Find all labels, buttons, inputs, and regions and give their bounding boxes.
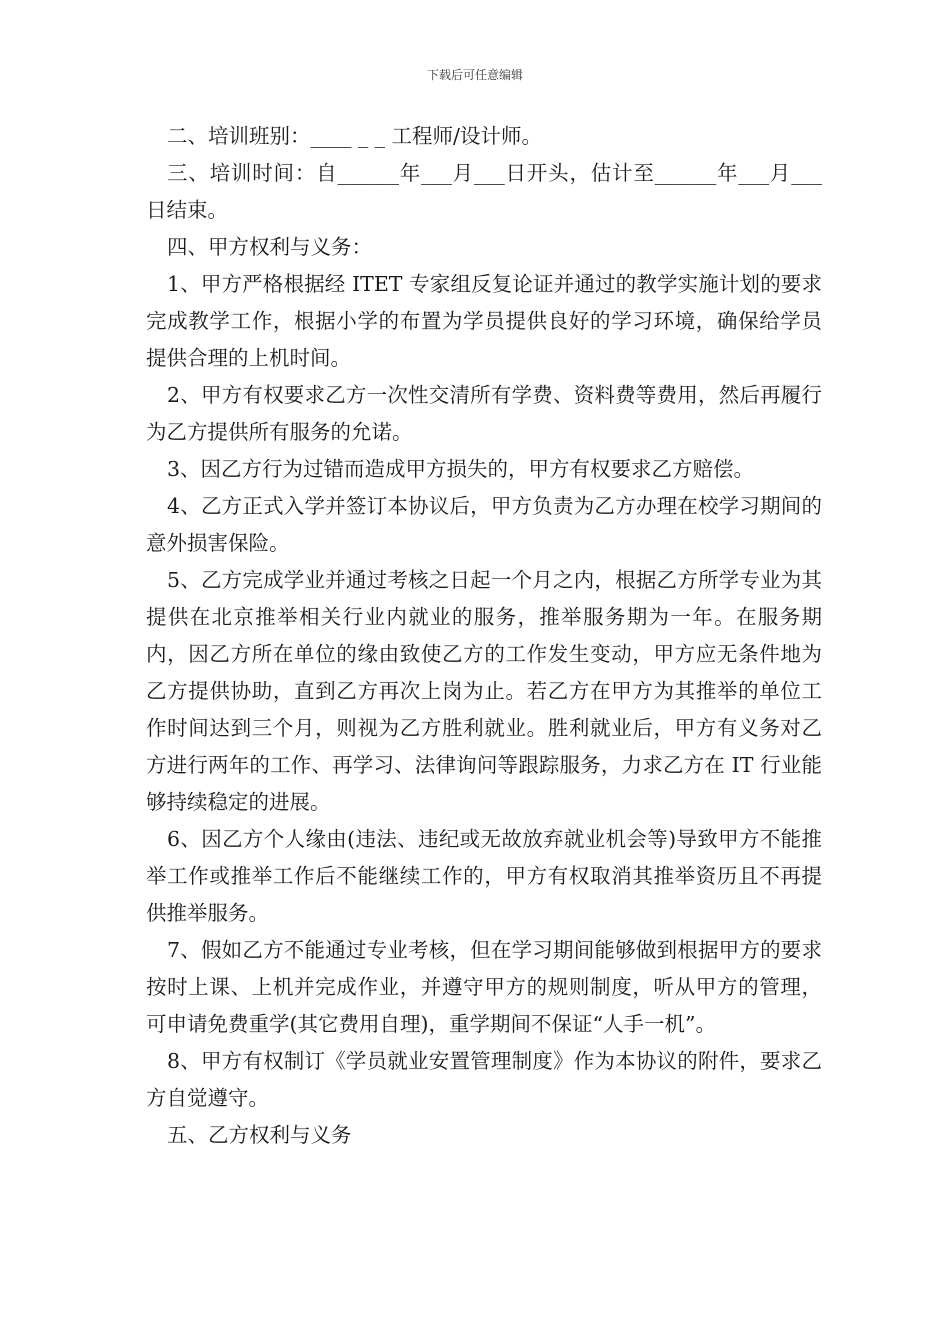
section-training-time: 三、培训时间：自______年___月___日开头，估计至______年___月___日结束。 <box>146 161 822 222</box>
clause-a-6: 6、因乙方个人缘由(违法、违纪或无故放弃就业机会等)导致甲方不能推举工作或推举工作后不能继续工作的，甲方有权取消其推举资历且不再提供推举服务。 <box>146 827 822 925</box>
page-header: 下载后可任意编辑 <box>426 68 523 82</box>
section-party-b-heading: 五、乙方权利与义务 <box>167 1123 352 1147</box>
clause-a-5: 5、乙方完成学业并通过考核之日起一个月之内，根据乙方所学专业为其提供在北京推举相关行业内就业的服务，推举服务期为一年。在服务期内，因乙方所在单位的缘由致使乙方的工作发生变动，甲方应无条件地为乙方提供协助，直到乙方再次上岗为止。若乙方在甲方为其推举的单位工作时间达到三个月，则视为乙方胜利就业。胜利就业后，甲方有义务对乙方进行两年的工作、再学习、法律询问等跟踪服务，力求乙方在 IT 行业能够持续稳定的进展。 <box>146 568 822 814</box>
clause-a-7: 7、假如乙方不能通过专业考核，但在学习期间能够做到根据甲方的要求按时上课、上机并完成作业，并遵守甲方的规则制度，听从甲方的管理，可申请免费重学(其它费用自理)，重学期间不保证“人手一机”。 <box>146 938 822 1036</box>
clause-a-4: 4、乙方正式入学并签订本协议后，甲方负责为乙方办理在校学习期间的意外损害保险。 <box>146 494 822 555</box>
clause-a-8: 8、甲方有权制订《学员就业安置管理制度》作为本协议的附件，要求乙方自觉遵守。 <box>146 1049 822 1110</box>
section-party-a-heading: 四、甲方权利与义务： <box>167 235 372 259</box>
section-class-type: 二、培训班别：____ _ _ 工程师/设计师。 <box>167 124 542 148</box>
clause-a-3: 3、因乙方行为过错而造成甲方损失的，甲方有权要求乙方赔偿。 <box>167 457 755 481</box>
document-body <box>146 118 822 1154</box>
clause-a-2: 2、甲方有权要求乙方一次性交清所有学费、资料费等费用，然后再履行为乙方提供所有服务的允诺。 <box>146 383 822 444</box>
clause-a-1: 1、甲方严格根据经 ITET 专家组反复论证并通过的教学实施计划的要求完成教学工作，根据小学的布置为学员提供良好的学习环境，确保给学员提供合理的上机时间。 <box>146 272 822 370</box>
